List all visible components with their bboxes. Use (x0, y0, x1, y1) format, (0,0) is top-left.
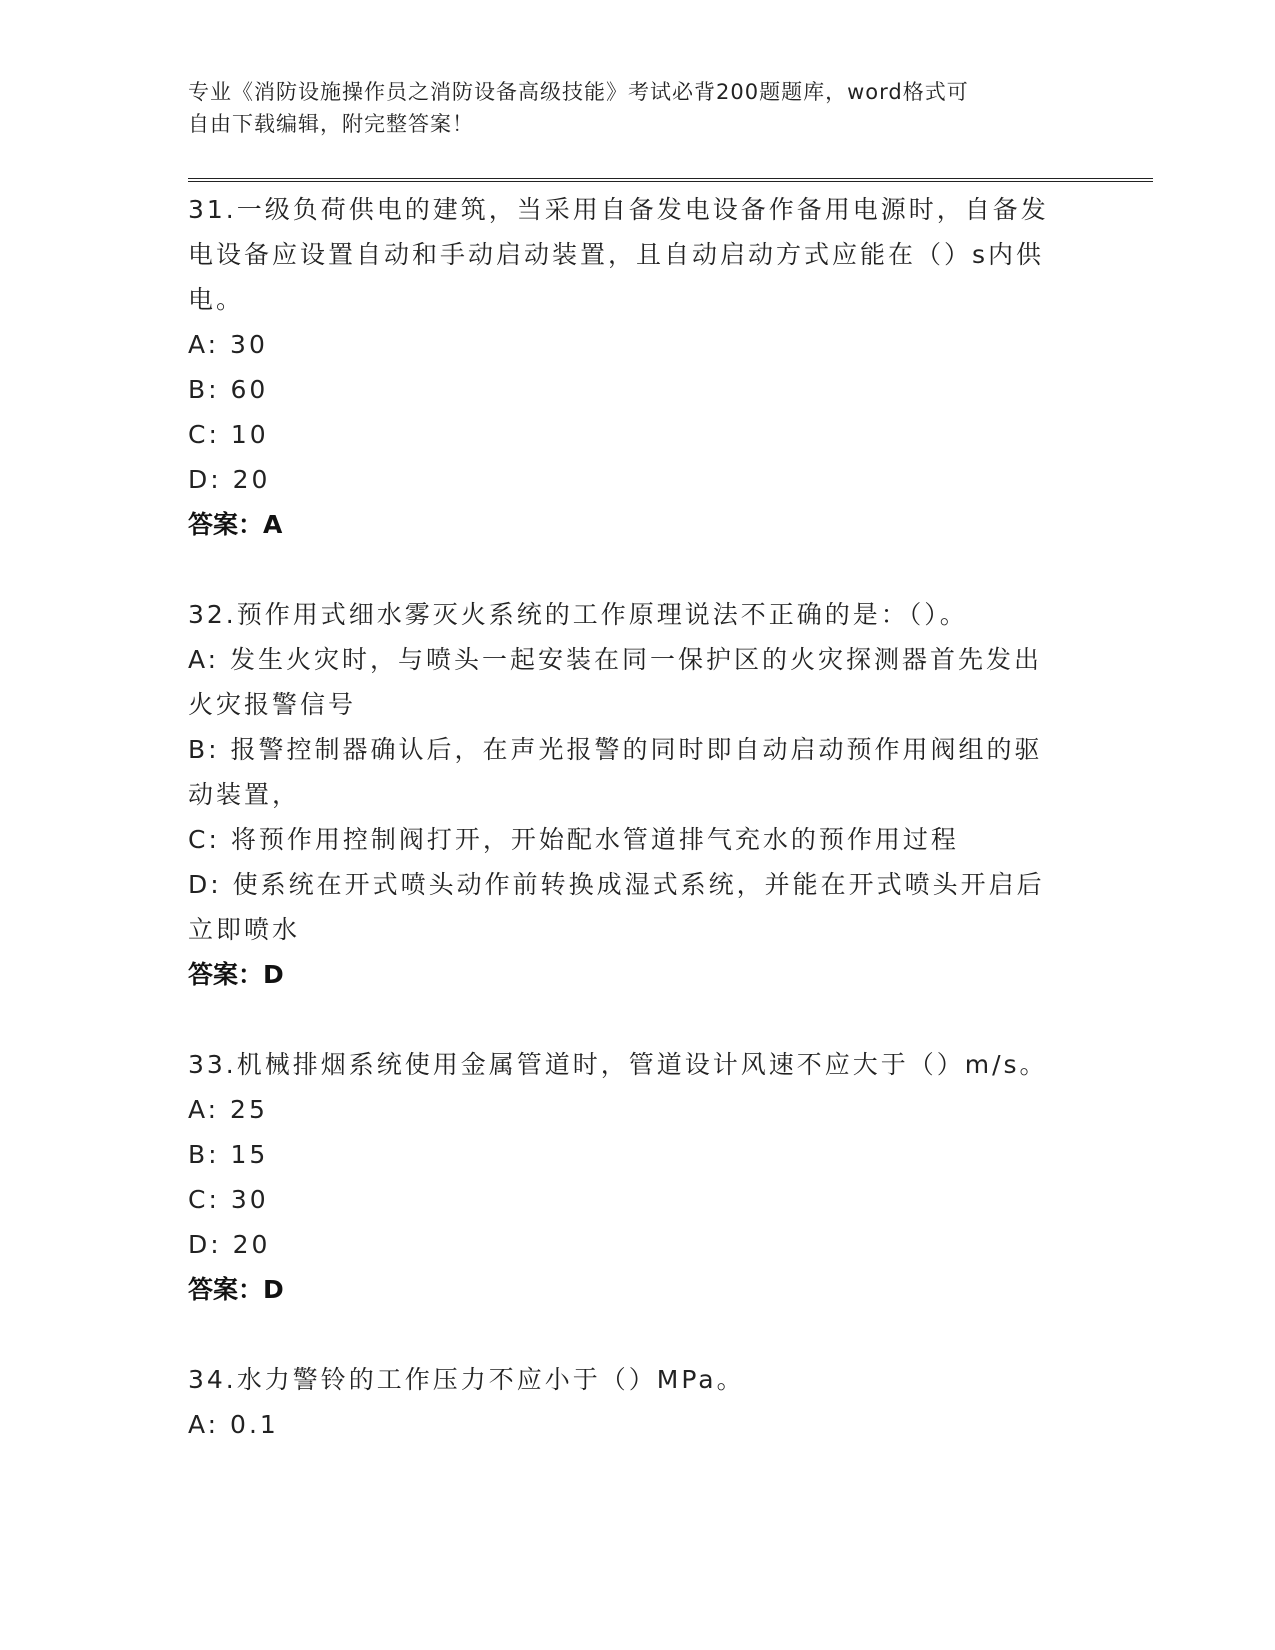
option-b: B: 报警控制器确认后，在声光报警的同时即自动启动预作用阀组的驱 (188, 735, 1043, 764)
option-b-continued: 动装置， (188, 780, 301, 809)
option-d-continued: 立即喷水 (188, 915, 301, 944)
option-b: B: 15 (188, 1140, 269, 1169)
option-a: A: 发生火灾时，与喷头一起安装在同一保护区的火灾探测器首先发出 (188, 645, 1043, 674)
spacer (188, 997, 1098, 1042)
option-c: C: 将预作用控制阀打开，开始配水管道排气充水的预作用过程 (188, 825, 959, 854)
document-header (188, 76, 1088, 140)
option-d: D: 20 (188, 1230, 271, 1259)
header-line-1: 专业《消防设施操作员之消防设备高级技能》考试必背200题题库，word格式可 (188, 80, 969, 104)
option-c: C: 10 (188, 420, 269, 449)
header-line-2: 自由下载编辑，附完整答案！ (188, 112, 474, 136)
question-stem: 32.预作用式细水雾灭火系统的工作原理说法不正确的是：（）。 (188, 600, 968, 629)
option-a: A: 25 (188, 1095, 268, 1124)
question-list (188, 187, 1098, 1447)
question-31 (188, 187, 1098, 547)
question-stem: 电。 (188, 285, 245, 314)
option-b: B: 60 (188, 375, 269, 404)
spacer (188, 1312, 1098, 1357)
question-stem: 34.水力警铃的工作压力不应小于（）MPa。 (188, 1365, 745, 1394)
answer-line: 答案：D (188, 960, 284, 989)
question-stem: 31.一级负荷供电的建筑，当采用自备发电设备作备用电源时，自备发 (188, 195, 1049, 224)
question-32 (188, 592, 1098, 997)
option-d: D: 20 (188, 465, 271, 494)
question-33 (188, 1042, 1098, 1312)
answer-line: 答案：A (188, 510, 283, 539)
option-a: A: 30 (188, 330, 268, 359)
option-a: A: 0.1 (188, 1410, 279, 1439)
option-a-continued: 火灾报警信号 (188, 690, 357, 719)
question-stem: 电设备应设置自动和手动启动装置，且自动启动方式应能在（）s内供 (188, 240, 1045, 269)
question-34 (188, 1357, 1098, 1447)
option-d: D: 使系统在开式喷头动作前转换成湿式系统，并能在开式喷头开启后 (188, 870, 1045, 899)
option-c: C: 30 (188, 1185, 269, 1214)
question-stem: 33.机械排烟系统使用金属管道时，管道设计风速不应大于（）m/s。 (188, 1050, 1048, 1079)
header-divider (188, 178, 1153, 182)
spacer (188, 547, 1098, 592)
answer-line: 答案：D (188, 1275, 284, 1304)
